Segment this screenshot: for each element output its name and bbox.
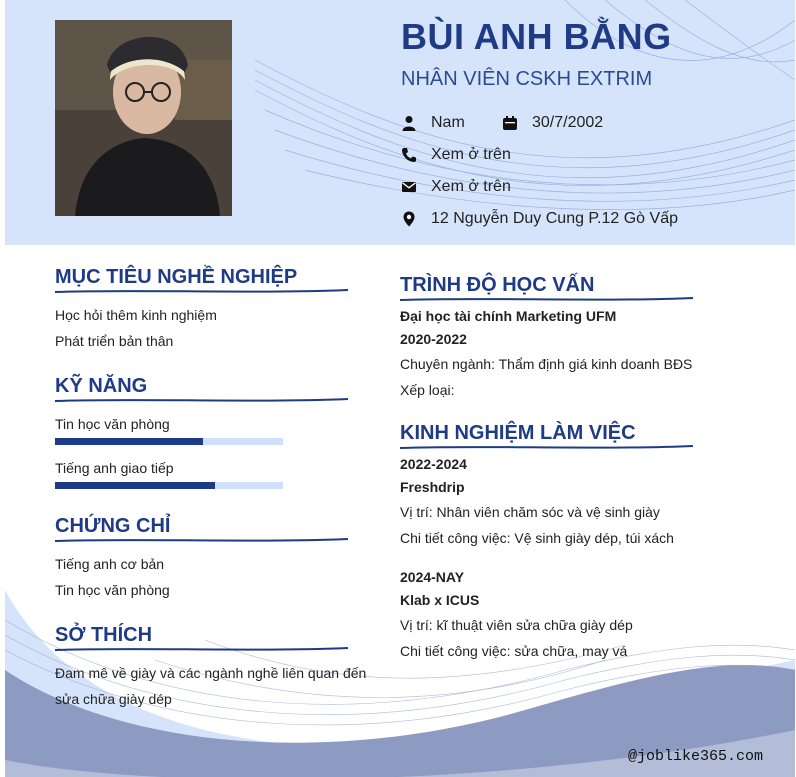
skill-bar-fill xyxy=(55,438,203,445)
user-icon xyxy=(401,115,417,131)
phone-value: Xem ở trên xyxy=(431,146,511,163)
birthday-value: 30/7/2002 xyxy=(532,114,604,131)
education-school: Đại học tài chính Marketing UFM xyxy=(400,308,617,324)
cv-page xyxy=(5,0,795,777)
candidate-name: BÙI ANH BẰNG xyxy=(401,16,672,57)
email-icon xyxy=(401,179,417,195)
job-period: 2024-NAY xyxy=(400,569,465,585)
experience-heading: KINH NGHIỆM LÀM VIỆC xyxy=(400,422,636,444)
hobbies-underline xyxy=(55,645,350,653)
address-row xyxy=(401,210,678,228)
birthday-row xyxy=(502,114,603,132)
education-heading: TRÌNH ĐỘ HỌC VẤN xyxy=(400,274,595,296)
header xyxy=(5,0,795,245)
education-major: Chuyên ngành: Thẩm định giá kinh doanh BĐS xyxy=(400,356,693,372)
email-row xyxy=(401,178,511,196)
hobbies-line-2: sửa chữa giày dép xyxy=(55,691,172,707)
hobbies-line-1: Đam mê về giày và các ngành nghề liên quan đến xyxy=(55,665,367,681)
job-position: Vị trí: Nhân viên chăm sóc và vệ sinh giày xyxy=(400,504,660,520)
hobbies-heading: SỞ THÍCH xyxy=(55,624,153,646)
certificates-underline xyxy=(55,536,350,544)
certificate-item: Tin học văn phòng xyxy=(55,582,170,598)
footer-handle: @joblike365.com xyxy=(627,748,763,765)
objective-line-1: Học hỏi thêm kinh nghiệm xyxy=(55,307,217,323)
skill-label: Tiếng anh giao tiếp xyxy=(55,460,174,476)
address-value: 12 Nguyễn Duy Cung P.12 Gò Vấp xyxy=(431,210,678,227)
certificates-heading: CHỨNG CHỈ xyxy=(55,515,171,537)
education-period: 2020-2022 xyxy=(400,331,467,347)
profile-photo xyxy=(55,20,232,216)
experience-underline xyxy=(400,443,695,451)
skills-heading: KỸ NĂNG xyxy=(55,375,148,397)
job-detail: Chi tiết công việc: sửa chữa, may vá xyxy=(400,643,628,659)
education-underline xyxy=(400,295,695,303)
calendar-icon xyxy=(502,115,518,131)
certificate-item: Tiếng anh cơ bản xyxy=(55,556,165,572)
job-company: Freshdrip xyxy=(400,479,465,495)
skill-bar-fill xyxy=(55,482,215,489)
location-icon xyxy=(401,211,417,227)
objective-heading: MỤC TIÊU NGHỀ NGHIỆP xyxy=(55,266,298,288)
job-company: Klab x ICUS xyxy=(400,592,480,608)
skills-underline xyxy=(55,396,350,404)
gender-value: Nam xyxy=(431,114,465,131)
email-value: Xem ở trên xyxy=(431,178,511,195)
education-grade: Xếp loại: xyxy=(400,382,455,398)
job-detail: Chi tiết công việc: Vệ sinh giày dép, túi xách xyxy=(400,530,674,546)
phone-icon xyxy=(401,147,417,163)
skill-label: Tin học văn phòng xyxy=(55,416,170,432)
gender-row xyxy=(401,114,465,132)
job-position: Vị trí: kĩ thuật viên sửa chữa giày dép xyxy=(400,617,633,633)
skill-bar xyxy=(55,482,283,489)
job-period: 2022-2024 xyxy=(400,456,467,472)
objective-underline xyxy=(55,287,350,295)
candidate-job-title: NHÂN VIÊN CSKH EXTRIM xyxy=(401,68,653,90)
phone-row xyxy=(401,146,511,164)
objective-line-2: Phát triển bản thân xyxy=(55,333,174,349)
skill-bar xyxy=(55,438,283,445)
